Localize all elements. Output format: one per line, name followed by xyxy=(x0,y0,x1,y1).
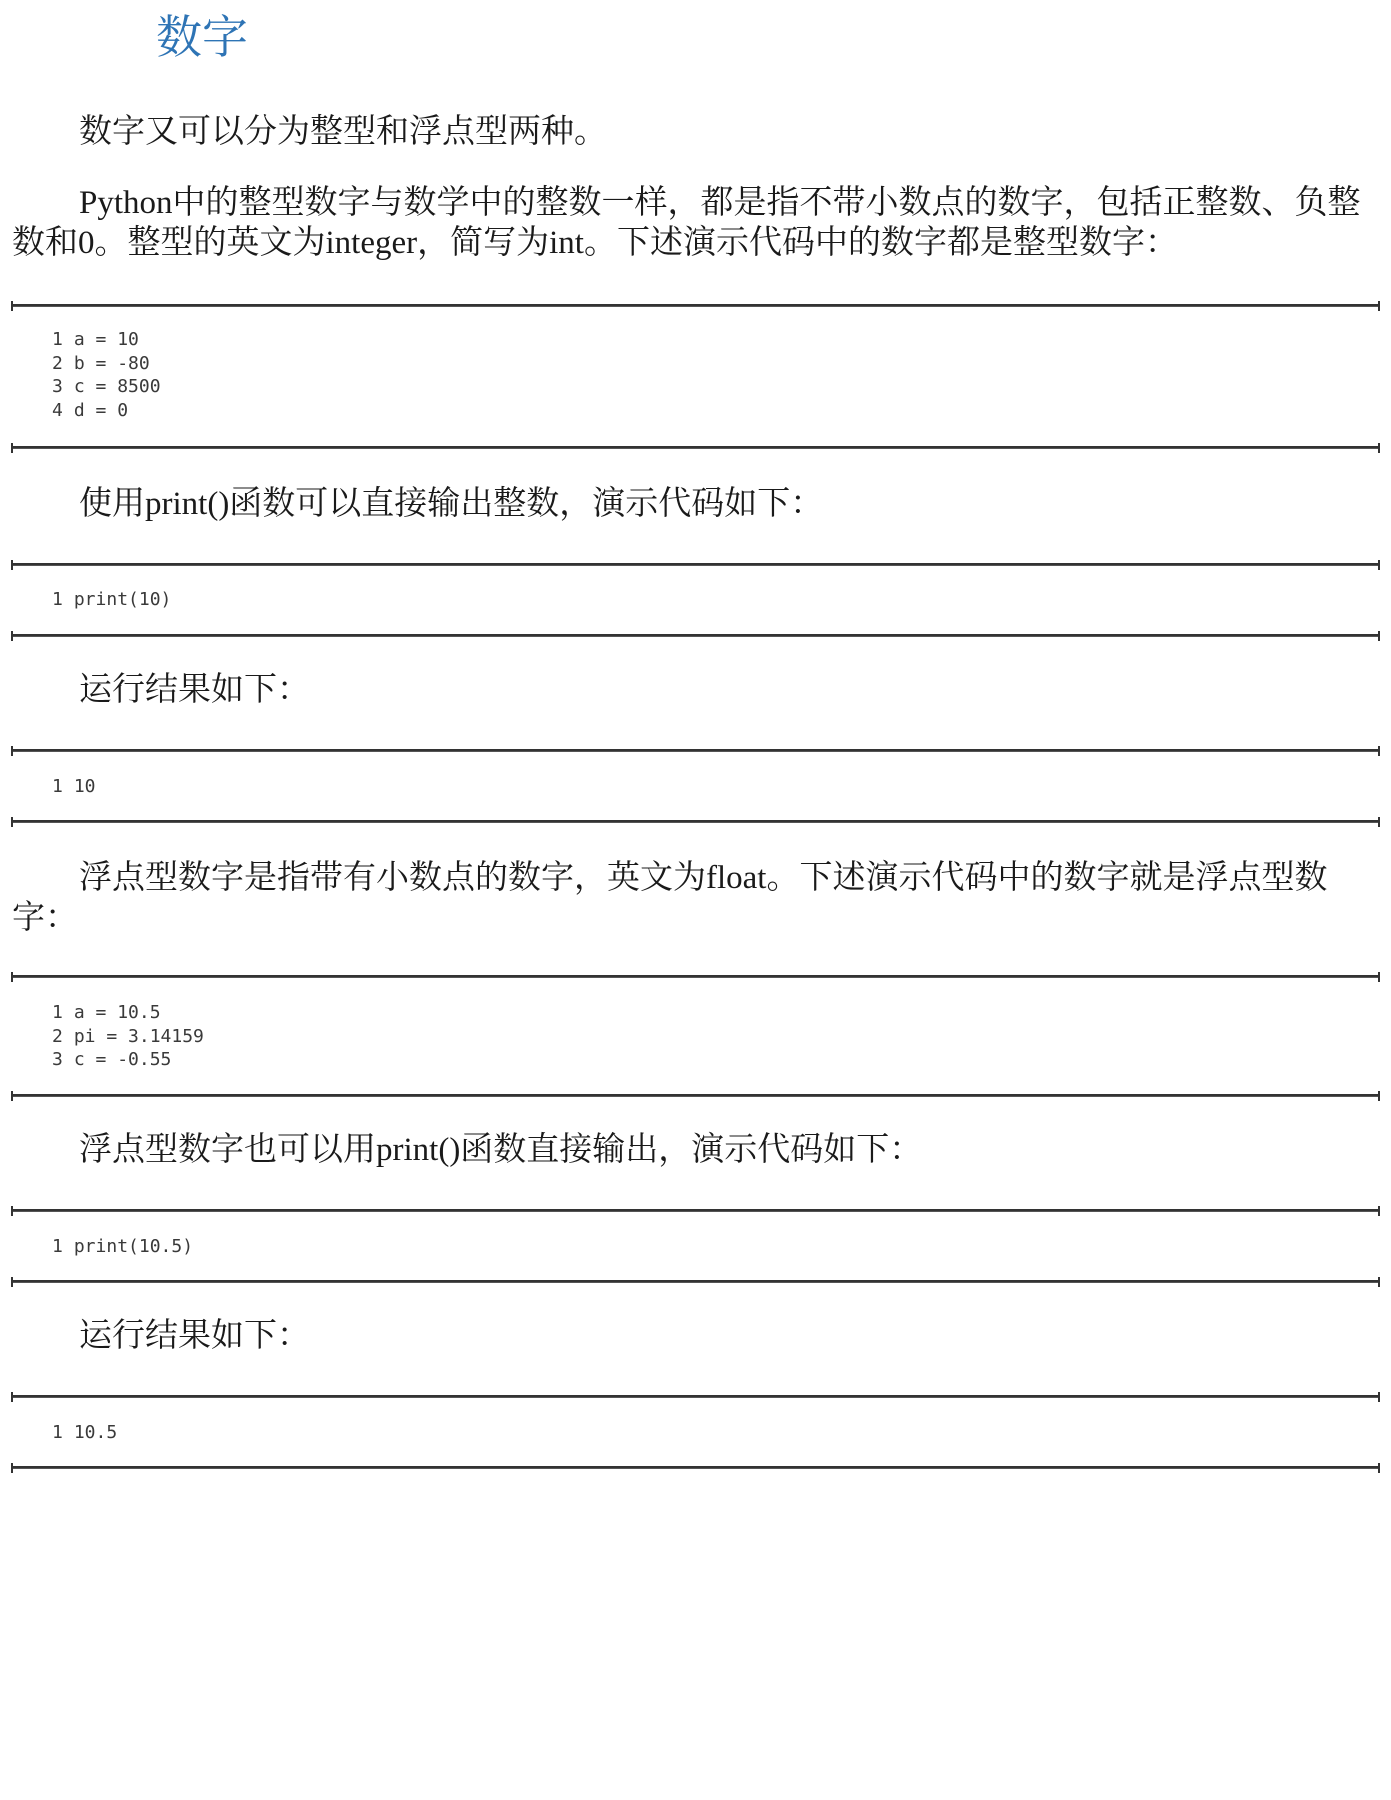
line-number: 1 xyxy=(52,329,63,350)
code-block-bottom-rule xyxy=(11,446,1380,449)
line-number: 1 xyxy=(52,1002,63,1023)
code-line xyxy=(52,1421,117,1445)
code-line xyxy=(52,775,96,799)
code-line xyxy=(52,588,171,612)
line-number: 2 xyxy=(52,1025,63,1047)
code-text: print(10.5) xyxy=(73,1236,194,1257)
code-text: pi = 3.14159 xyxy=(73,1025,204,1047)
line-number: 3 xyxy=(52,376,63,397)
result-label-1: 运行结果如下： xyxy=(79,672,310,708)
code-text: b = -80 xyxy=(73,352,150,374)
code-block-float-vars xyxy=(52,1001,204,1072)
code-block-bottom-rule xyxy=(11,820,1380,823)
code-block-top-rule xyxy=(11,1209,1380,1212)
code-block-top-rule xyxy=(11,749,1380,752)
code-text: c = 8500 xyxy=(73,376,161,397)
intro-paragraph: 数字又可以分为整型和浮点型两种。 xyxy=(79,114,607,150)
code-line xyxy=(52,1025,204,1049)
code-block-top-rule xyxy=(11,975,1380,978)
result-label-2: 运行结果如下： xyxy=(79,1318,310,1354)
code-block-bottom-rule xyxy=(11,634,1380,637)
code-block-bottom-rule xyxy=(11,1094,1380,1097)
float-description-paragraph: 浮点型数字是指带有小数点的数字，英文为float。下述演示代码中的数字就是浮点型数字： xyxy=(12,860,1328,936)
section-heading: 数字 xyxy=(156,10,248,64)
code-block-int-vars xyxy=(52,328,161,422)
print-float-paragraph: 浮点型数字也可以用print()函数直接输出，演示代码如下： xyxy=(79,1132,923,1168)
line-number: 2 xyxy=(52,352,63,374)
line-number: 4 xyxy=(52,399,63,421)
line-number: 3 xyxy=(52,1049,63,1070)
code-text: print(10) xyxy=(73,589,172,610)
code-block-bottom-rule xyxy=(11,1466,1380,1469)
code-text: 10.5 xyxy=(73,1422,118,1443)
code-block-top-rule xyxy=(11,1395,1380,1398)
line-number: 1 xyxy=(52,776,63,797)
code-text: 10 xyxy=(73,776,96,797)
code-block-print-float xyxy=(52,1235,193,1259)
print-int-paragraph: 使用print()函数可以直接输出整数，演示代码如下： xyxy=(79,486,824,522)
code-line xyxy=(52,352,161,376)
code-block-output-float xyxy=(52,1421,117,1445)
code-line xyxy=(52,1235,193,1259)
code-block-top-rule xyxy=(11,304,1380,307)
line-number: 1 xyxy=(52,1422,63,1443)
code-line xyxy=(52,328,161,352)
line-number: 1 xyxy=(52,1236,63,1257)
code-line xyxy=(52,399,161,423)
integer-description-paragraph: Python中的整型数字与数学中的整数一样，都是指不带小数点的数字，包括正整数、负整数和0。整型的英文为integer，简写为int。下述演示代码中的数字都是整型数字： xyxy=(12,185,1361,261)
code-text: a = 10.5 xyxy=(73,1002,161,1023)
code-block-top-rule xyxy=(11,563,1380,566)
code-block-bottom-rule xyxy=(11,1280,1380,1283)
code-text: d = 0 xyxy=(73,399,129,421)
code-line xyxy=(52,1001,204,1025)
code-text: c = -0.55 xyxy=(73,1049,172,1070)
code-block-output-int xyxy=(52,775,96,799)
code-block-print-int xyxy=(52,588,171,612)
line-number: 1 xyxy=(52,589,63,610)
code-line xyxy=(52,375,161,399)
code-text: a = 10 xyxy=(73,329,139,350)
code-line xyxy=(52,1048,204,1072)
